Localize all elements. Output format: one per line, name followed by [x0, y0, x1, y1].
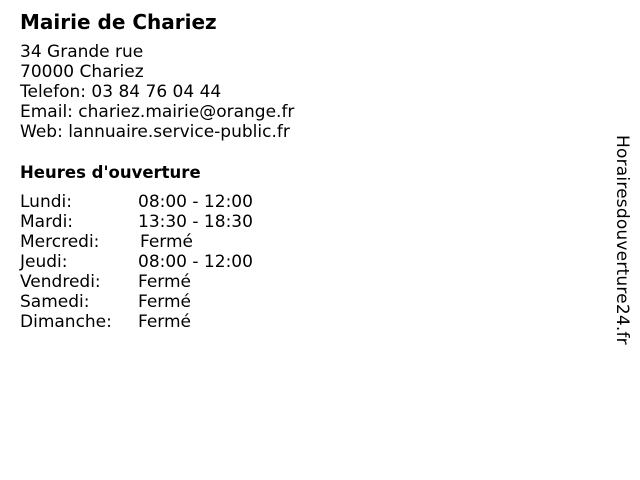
hours-time-value: Fermé	[138, 292, 192, 312]
contact-block	[20, 42, 600, 142]
web-line: Web: lannuaire.service-public.fr	[20, 122, 290, 142]
hours-day-label: Vendredi:	[20, 272, 101, 292]
hours-time-value: Fermé	[138, 312, 192, 332]
hours-row-thursday	[20, 252, 600, 272]
phone-line: Telefon: 03 84 76 04 44	[20, 82, 222, 102]
hours-row-saturday	[20, 292, 600, 312]
hours-row-wednesday	[20, 232, 600, 252]
hours-day-label: Jeudi:	[20, 252, 68, 272]
hours-day-label: Lundi:	[20, 192, 72, 212]
hours-time-value: 08:00 - 12:00	[138, 192, 253, 212]
opening-hours-heading: Heures d'ouverture	[20, 163, 201, 182]
opening-hours-table	[20, 192, 600, 332]
hours-row-friday	[20, 272, 600, 292]
hours-row-monday	[20, 192, 600, 212]
email-line: Email: chariez.mairie@orange.fr	[20, 102, 295, 122]
hours-row-sunday	[20, 312, 600, 332]
hours-day-label: Dimanche:	[20, 312, 112, 332]
hours-row-tuesday	[20, 212, 600, 232]
address-street: 34 Grande rue	[20, 42, 144, 62]
hours-day-label: Mardi:	[20, 212, 74, 232]
office-card	[20, 8, 600, 332]
hours-time-value: Fermé	[140, 232, 194, 252]
hours-time-value: Fermé	[138, 272, 192, 292]
address-city: 70000 Chariez	[20, 62, 144, 82]
hours-time-value: 08:00 - 12:00	[138, 252, 253, 272]
hours-day-label: Samedi:	[20, 292, 90, 312]
hours-day-label: Mercredi:	[20, 232, 100, 252]
office-title: Mairie de Chariez	[20, 10, 217, 34]
site-brand-vertical: Horairesdouverture24.fr	[612, 135, 632, 345]
hours-time-value: 13:30 - 18:30	[138, 212, 253, 232]
